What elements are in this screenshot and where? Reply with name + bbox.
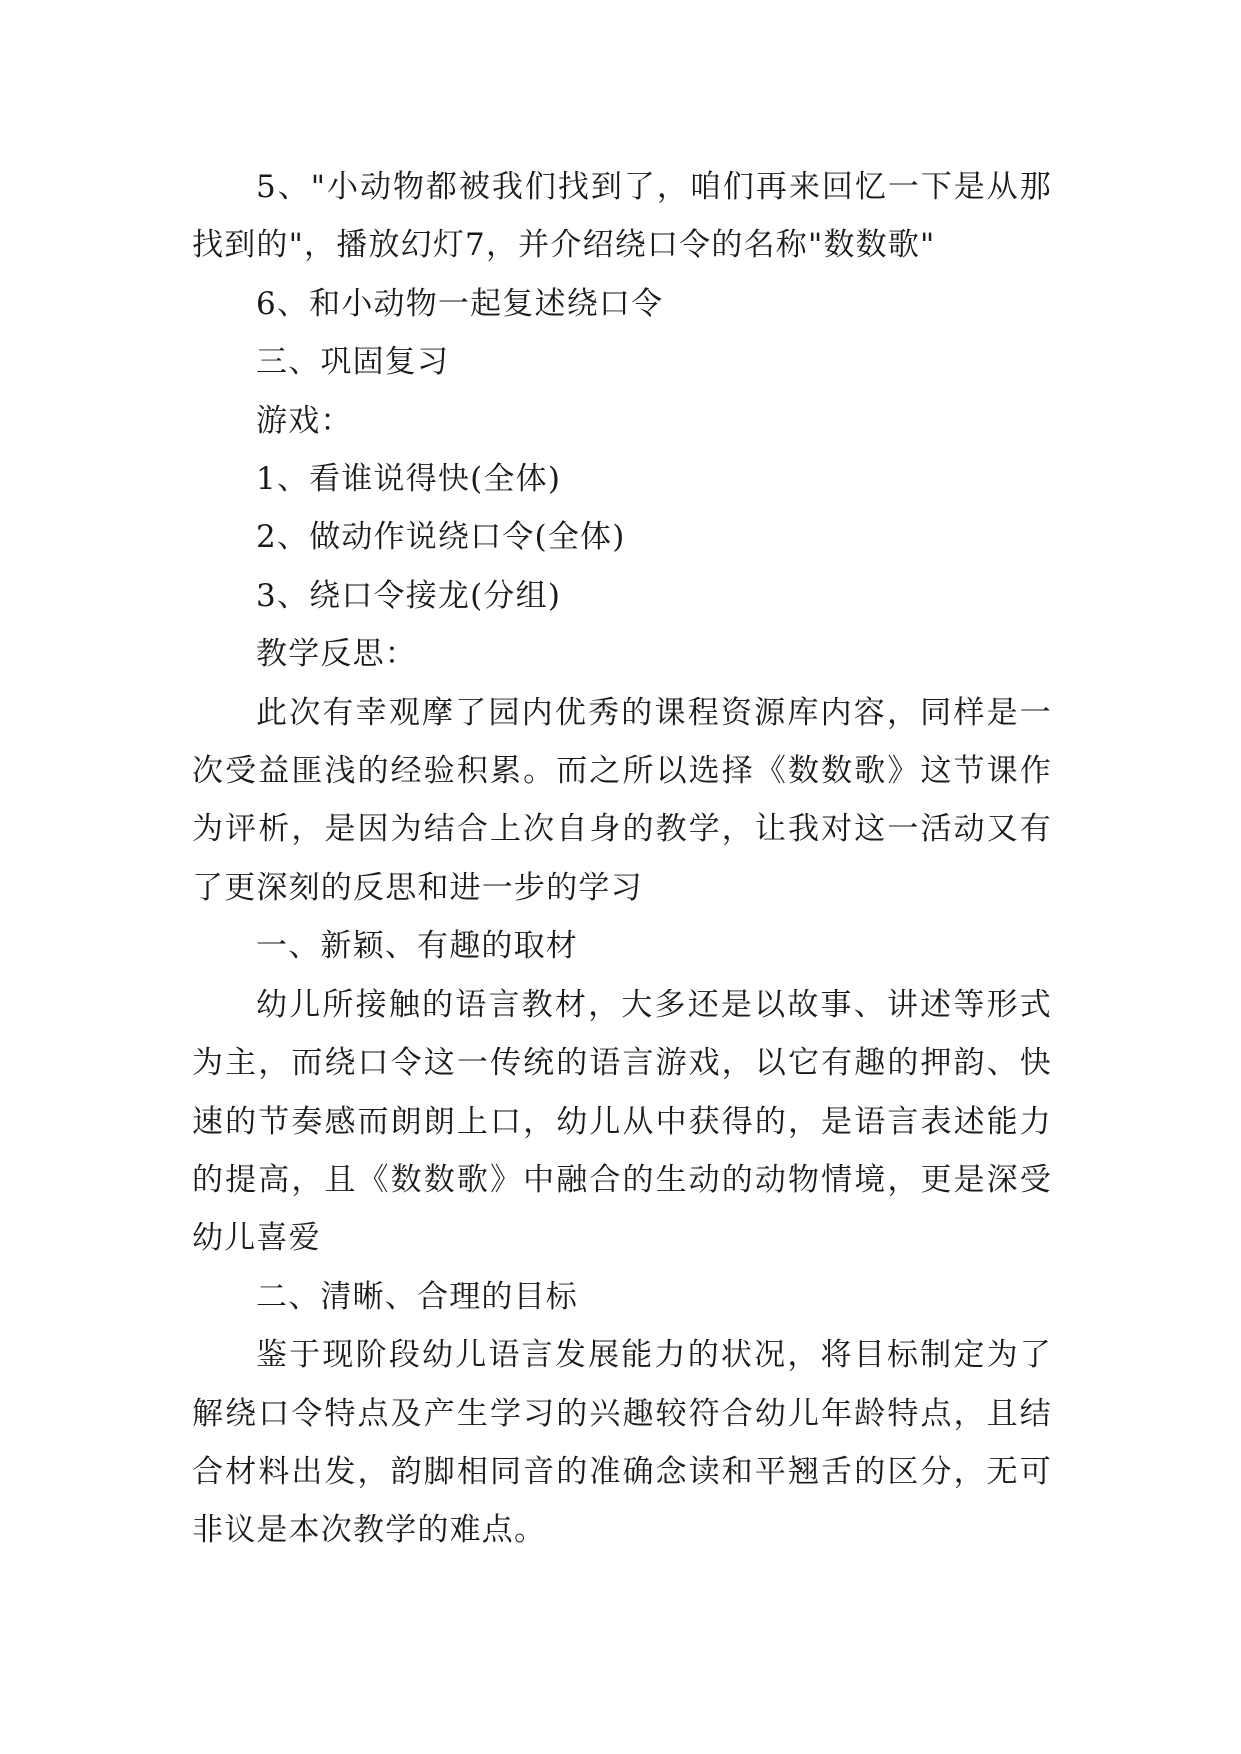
section-heading-material: 一、新颖、有趣的取材 [256,928,578,965]
paragraph-game-2: 2、做动作说绕口令(全体) [256,519,626,556]
paragraph-reflection-label: 教学反思： [256,636,417,673]
paragraph-goals: 鉴于现阶段幼儿语言发展能力的状况，将目标制定为了解绕口令特点及产生学习的兴趣较符合幼儿年龄特点，且结合材料出发，韵脚相同音的准确念读和平翘舌的区分，无可非议是本次教学的难点。 [192,1337,1052,1549]
paragraph-step-5: 5、"小动物都被我们找到了，咱们再来回忆一下是从那找到的"，播放幻灯7，并介绍绕口令的名称"数数歌" [192,169,1052,264]
section-heading-review: 三、巩固复习 [256,344,450,381]
paragraph-game-3: 3、绕口令接龙(分组) [256,577,562,614]
paragraph-material: 幼儿所接触的语言教材，大多还是以故事、讲述等形式为主，而绕口令这一传统的语言游戏，以它有趣的押韵、快速的节奏感而朗朗上口，幼儿从中获得的，是语言表述能力的提高，且《数数歌》中融合的生动的动物情境，更是深受幼儿喜爱 [192,986,1052,1257]
document-body [192,158,1052,1560]
paragraph-game-1: 1、看谁说得快(全体) [256,461,562,498]
paragraph-reflection-intro: 此次有幸观摩了园内优秀的课程资源库内容，同样是一次受益匪浅的经验积累。而之所以选择《数数歌》这节课作为评析，是因为结合上次自身的教学，让我对这一活动又有了更深刻的反思和进一步的学习 [192,694,1052,906]
paragraph-step-6: 6、和小动物一起复述绕口令 [256,285,664,322]
paragraph-games-label: 游戏： [256,402,353,439]
section-heading-goals: 二、清晰、合理的目标 [256,1278,578,1315]
